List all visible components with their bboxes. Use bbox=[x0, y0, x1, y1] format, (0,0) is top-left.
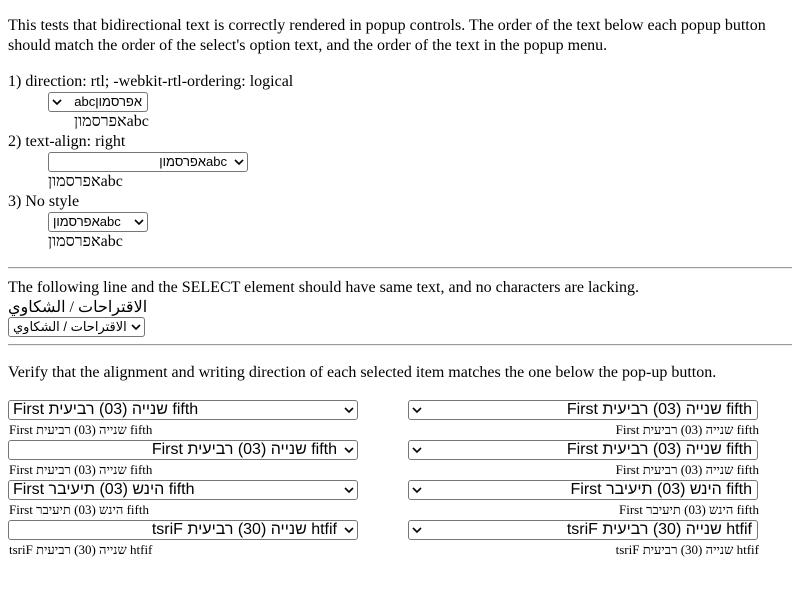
verify-select-right-3[interactable] bbox=[408, 480, 758, 500]
intro-text: This tests that bidirectional text is correctly rendered in popup controls. The order of the text below each popup button should match the order of the select's option text, and the order of the text in the popup menu. bbox=[8, 17, 766, 54]
chevron-down-icon bbox=[341, 527, 357, 533]
chevron-down-icon bbox=[409, 487, 425, 493]
verify-select-right-4[interactable] bbox=[408, 520, 758, 540]
select-value: tsriF שנייה (30) רביעית htfif bbox=[566, 521, 752, 538]
case-3-select-value: אפרסמוןabc bbox=[53, 214, 121, 229]
arabic-select-value: الاقتراحات / الشكاوي bbox=[13, 319, 127, 334]
chevron-down-icon bbox=[341, 487, 357, 493]
chevron-down-icon bbox=[341, 407, 357, 413]
case-1-select-value: abcאפרסמון bbox=[74, 94, 142, 109]
case-3-select[interactable] bbox=[48, 212, 148, 232]
select-value: First הינש (03) תיעיבר fifth bbox=[570, 481, 752, 498]
select-value: First שנייה (03) רביעית fifth bbox=[566, 441, 752, 458]
verify-text-right-4: tsriF שנייה (30) רביעית htfif bbox=[615, 542, 759, 557]
case-1-label: 1) direction: rtl; -webkit-rtl-ordering: logical bbox=[8, 73, 294, 90]
case-2-select-value: אפרסמוןabc bbox=[159, 154, 227, 169]
case-2-label: 2) text-align: right bbox=[8, 133, 126, 150]
verify-text-left-1: First שנייה (03) רביעית fifth bbox=[9, 422, 153, 437]
arabic-note: The following line and the SELECT element should have same text, and no characters are lacking. bbox=[8, 279, 640, 296]
chevron-down-icon bbox=[409, 527, 425, 533]
divider bbox=[8, 344, 792, 346]
verify-select-right-2[interactable] bbox=[408, 440, 758, 460]
chevron-down-icon bbox=[409, 407, 425, 413]
verify-select-left-1[interactable] bbox=[8, 400, 358, 420]
chevron-down-icon bbox=[49, 99, 65, 105]
select-value: First שנייה (03) רביעית fifth bbox=[13, 401, 199, 418]
verify-select-left-3[interactable] bbox=[8, 480, 358, 500]
case-3-text: אפרסמוןabc bbox=[48, 233, 123, 250]
case-2-text: אפרסמוןabc bbox=[48, 173, 123, 190]
verify-text-right-2: First שנייה (03) רביעית fifth bbox=[615, 462, 759, 477]
chevron-down-icon bbox=[128, 324, 144, 330]
chevron-down-icon bbox=[341, 447, 357, 453]
verify-select-left-2[interactable] bbox=[8, 440, 358, 460]
verify-text-right-1: First שנייה (03) רביעית fifth bbox=[615, 422, 759, 437]
verify-text-left-4: tsriF שנייה (30) רביעית htfif bbox=[9, 542, 153, 557]
case-3-label: 3) No style bbox=[8, 193, 80, 210]
chevron-down-icon bbox=[409, 447, 425, 453]
select-value: First שנייה (03) רביעית fifth bbox=[151, 441, 337, 458]
verify-text-left-3: First הינש (03) תיעיבר fifth bbox=[9, 502, 149, 517]
chevron-down-icon bbox=[131, 219, 147, 225]
verify-select-right-1[interactable] bbox=[408, 400, 758, 420]
case-2-select[interactable] bbox=[48, 152, 248, 172]
select-value: First הינש (03) תיעיבר fifth bbox=[13, 481, 195, 498]
case-1-text: abcאפרסמון bbox=[74, 113, 149, 130]
select-value: tsriF שנייה (30) רביעית htfif bbox=[151, 521, 337, 538]
case-1-select[interactable] bbox=[48, 92, 148, 112]
verify-text-left-2: First שנייה (03) רביעית fifth bbox=[9, 462, 153, 477]
select-value: First שנייה (03) רביעית fifth bbox=[566, 401, 752, 418]
arabic-text: الاقتراحات / الشكاوي bbox=[8, 299, 148, 316]
divider bbox=[8, 267, 792, 269]
verify-note: Verify that the alignment and writing direction of each selected item matches the one below the pop-up button. bbox=[8, 364, 717, 381]
chevron-down-icon bbox=[231, 159, 247, 165]
verify-text-right-3: First הינש (03) תיעיבר fifth bbox=[619, 502, 759, 517]
verify-select-left-4[interactable] bbox=[8, 520, 358, 540]
arabic-select[interactable] bbox=[8, 317, 145, 337]
